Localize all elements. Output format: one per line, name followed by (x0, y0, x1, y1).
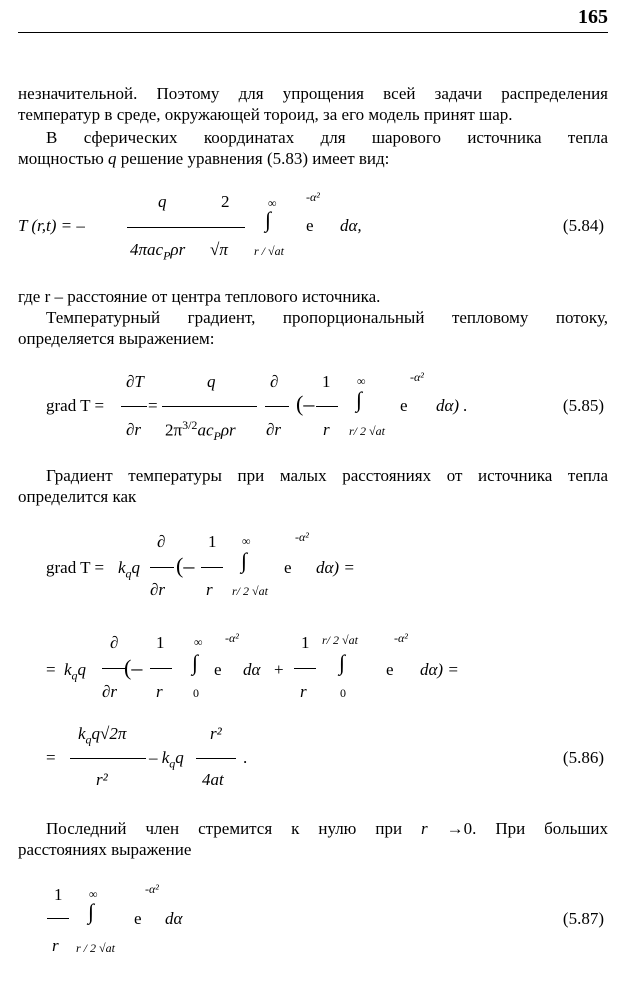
integral-upper-limit: ∞ (268, 196, 277, 210)
exponent: -α² (295, 530, 309, 544)
exponential-base: e (134, 909, 142, 928)
fraction-bar (150, 668, 172, 669)
variable: r (421, 819, 428, 838)
fraction-denominator: ∂r (102, 682, 118, 701)
fraction-bar (265, 406, 289, 407)
fraction-denominator: ∂r (150, 580, 166, 599)
fraction-bar (201, 567, 223, 568)
exponent: -α² (394, 631, 408, 645)
integral-lower-limit: 0 (193, 686, 199, 700)
open-paren: (– (124, 655, 143, 680)
text-line (18, 148, 608, 169)
open-paren: (– (296, 391, 315, 416)
equation-number: (5.85) (562, 396, 604, 415)
integral-upper-limit: ∞ (194, 635, 203, 649)
fraction-denominator: ∂r (126, 420, 142, 439)
text-line: расстояниях выражение (18, 840, 192, 859)
text-line: В сферических координатах для шарового источника тепла (46, 128, 608, 147)
fraction-denominator: r (156, 682, 163, 701)
fraction-numerator: 1 (301, 633, 310, 652)
integral-upper-limit: ∞ (357, 374, 366, 388)
integral-lower-limit: r/ 2 √at (349, 424, 385, 438)
fraction-numerator: 1 (54, 885, 63, 904)
paragraph-2 (18, 127, 608, 169)
coefficient: $k_qq$ (118, 558, 141, 581)
integral-lower-limit: r / √at (254, 244, 284, 258)
fraction-bar (205, 227, 245, 228)
text-line: Градиент температуры при малых расстояниях от источника тепла (46, 466, 608, 485)
fraction-bar (196, 758, 236, 759)
fraction-bar (162, 406, 257, 407)
open-paren: (– (176, 553, 195, 578)
eq-lhs: grad T = (46, 558, 105, 577)
paragraph-5 (18, 818, 608, 860)
exponential-base: e (400, 396, 408, 415)
text-line: температур в среде, окружающей тороид, за его модель принят шар. (18, 105, 513, 124)
integral-sign: ∫ (88, 899, 95, 924)
equals-sign: = (148, 396, 158, 415)
fraction-denominator: r (206, 580, 213, 599)
leading-equals: = (46, 748, 56, 767)
integral-upper-limit: ∞ (242, 534, 251, 548)
integral-sign: ∫ (339, 650, 346, 675)
integral-lower-limit: r/ 2 √at (232, 584, 268, 598)
fraction-numerator: 1 (322, 372, 331, 391)
eq-lhs: T (r,t) = – (18, 216, 85, 235)
fraction-numerator: ∂ (270, 372, 279, 391)
fraction-numerator: ∂T (126, 372, 144, 391)
text-fragment: решение уравнения (5.83) имеет вид: (120, 149, 390, 168)
differential: dα) = (316, 558, 355, 577)
fraction-numerator: 1 (208, 532, 217, 551)
plus-sign: + (274, 660, 284, 679)
equation-number: (5.84) (562, 216, 604, 235)
variable: q (108, 149, 117, 168)
equation-number: (5.87) (562, 909, 604, 928)
fraction-bar (316, 406, 338, 407)
fraction-denominator: r² (96, 770, 108, 789)
integral-lower-limit: 0 (340, 686, 346, 700)
integral-sign: ∫ (192, 650, 199, 675)
equation-number: (5.86) (562, 748, 604, 767)
fraction-bar (121, 406, 147, 407)
integral-lower-limit: r / 2 √at (76, 941, 115, 955)
differential: dα (165, 909, 183, 928)
fraction-numerator: q (207, 372, 216, 391)
integral-sign: ∫ (265, 207, 272, 232)
fraction-denominator: √π (210, 240, 228, 259)
integral-sign: ∫ (356, 387, 363, 412)
paragraph-4 (18, 465, 608, 507)
exponent: -α² (225, 631, 239, 645)
fraction-denominator: ∂r (266, 420, 282, 439)
text-line: определится как (18, 487, 137, 506)
text-line: где r – расстояние от центра теплового источника. (18, 287, 381, 306)
coefficient: $k_qq$ (64, 660, 87, 683)
fraction-bar (102, 668, 126, 669)
exponential-base: e (306, 216, 314, 235)
fraction-numerator: q (158, 192, 167, 211)
integral-upper-limit: r/ 2 √at (322, 633, 358, 647)
differential: dα) . (436, 396, 468, 415)
text-fragment: Последний член стремится к нулю при (46, 819, 403, 838)
differential: dα) = (420, 660, 459, 679)
exponent: -α² (145, 882, 159, 896)
text-line: определяется выражением: (18, 329, 215, 348)
fraction-numerator: ∂ (110, 633, 119, 652)
integral-upper-limit: ∞ (89, 887, 98, 901)
page-number: 165 (578, 6, 608, 28)
fraction-bar (47, 918, 69, 919)
period: . (243, 748, 248, 767)
fraction-numerator: ∂ (157, 532, 166, 551)
header-rule (18, 32, 608, 33)
fraction-denominator: 4πac$_P$ρr (130, 240, 186, 263)
fraction-denominator: r (323, 420, 330, 439)
fraction-denominator: r (52, 936, 59, 955)
exponent: -α² (410, 370, 424, 384)
text-fragment: →0. При больших (446, 819, 609, 838)
eq-lhs: grad T = (46, 396, 105, 415)
fraction-numerator: 1 (156, 633, 165, 652)
exponential-base: e (214, 660, 222, 679)
fraction-numerator: 2 (221, 192, 230, 211)
fraction-bar (150, 567, 174, 568)
fraction-bar (294, 668, 316, 669)
fraction-bar (70, 758, 146, 759)
exponential-base: e (386, 660, 394, 679)
exponential-base: e (284, 558, 292, 577)
text-fragment: мощностью (18, 149, 104, 168)
text-line (18, 818, 608, 839)
text-line: незначительной. Поэтому для упрощения всей задачи распределения (18, 84, 608, 103)
differential: dα (243, 660, 261, 679)
fraction-numerator: $k_qq√2\pi$ (78, 724, 127, 747)
paragraph-1 (18, 83, 608, 125)
text-line: Температурный градиент, пропорциональный тепловому потоку, (46, 308, 608, 327)
fraction-numerator: r² (210, 724, 222, 743)
integral-sign: ∫ (241, 548, 248, 573)
minus-term: – $k_qq$ (149, 748, 184, 771)
fraction-denominator: $2\pi^{3/2}ac_P\rho r$ (165, 418, 236, 444)
differential: dα, (340, 216, 362, 235)
fraction-denominator: 4at (202, 770, 224, 789)
leading-equals: = (46, 660, 56, 679)
fraction-denominator: r (300, 682, 307, 701)
exponent: -α² (306, 190, 320, 204)
paragraph-3 (18, 286, 608, 349)
